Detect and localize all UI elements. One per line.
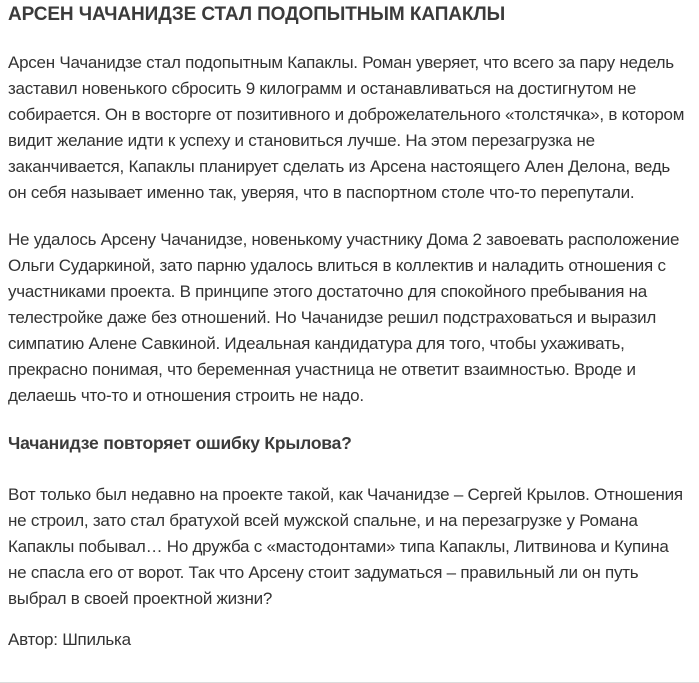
article-paragraph-3: Вот только был недавно на проекте такой, как Чачанидзе – Сергей Крылов. Отношения не строил, зато стал братухой всей мужской спальне, и на перезагрузке у Романа Капаклы побывал… Но дружба с «мастодонтами» типа Капаклы, Литвинова и Купина не спасла его от ворот. Так что Арсену стоит задуматься – правильный ли он путь выбрал в своей проектной жизни? (8, 485, 683, 608)
article-paragraph-1: Арсен Чачанидзе стал подопытным Капаклы. Роман уверяет, что всего за пару недель заставил новенького сбросить 9 килограмм и останавливаться на достигнутом не собирается. Он в восторге от позитивного и доброжелательного «толстячка», в котором видит желание идти к успеху и становиться лучше. На этом перезагрузка не заканчивается, Капаклы планирует сделать из Арсена настоящего Ален Делона, ведь он себя называет именно так, уверяя, что в паспортном столе что-то перепутали. (8, 53, 685, 202)
article-paragraph-2: Не удалось Арсену Чачанидзе, новенькому участнику Дома 2 завоевать расположение Ольги Сударкиной, зато парню удалось влиться в коллектив и наладить отношения с участниками проекта. В принципе этого достаточно для спокойного пребывания на телестройке даже без отношений. Но Чачанидзе решил подстраховаться и выразил симпатию Алене Савкиной. Идеальная кандидатура для того, чтобы ухаживать, прекрасно понимая, что беременная участница не ответит взаимностью. Вроде и делаешь что-то и отношения строить не надо. (8, 230, 680, 405)
article-author: Автор: Шпилька (8, 630, 131, 649)
article-title: АРСЕН ЧАЧАНИДЗЕ СТАЛ ПОДОПЫТНЫМ КАПАКЛЫ (8, 4, 506, 25)
article-subheading: Чачанидзе повторяет ошибку Крылова? (8, 433, 352, 453)
